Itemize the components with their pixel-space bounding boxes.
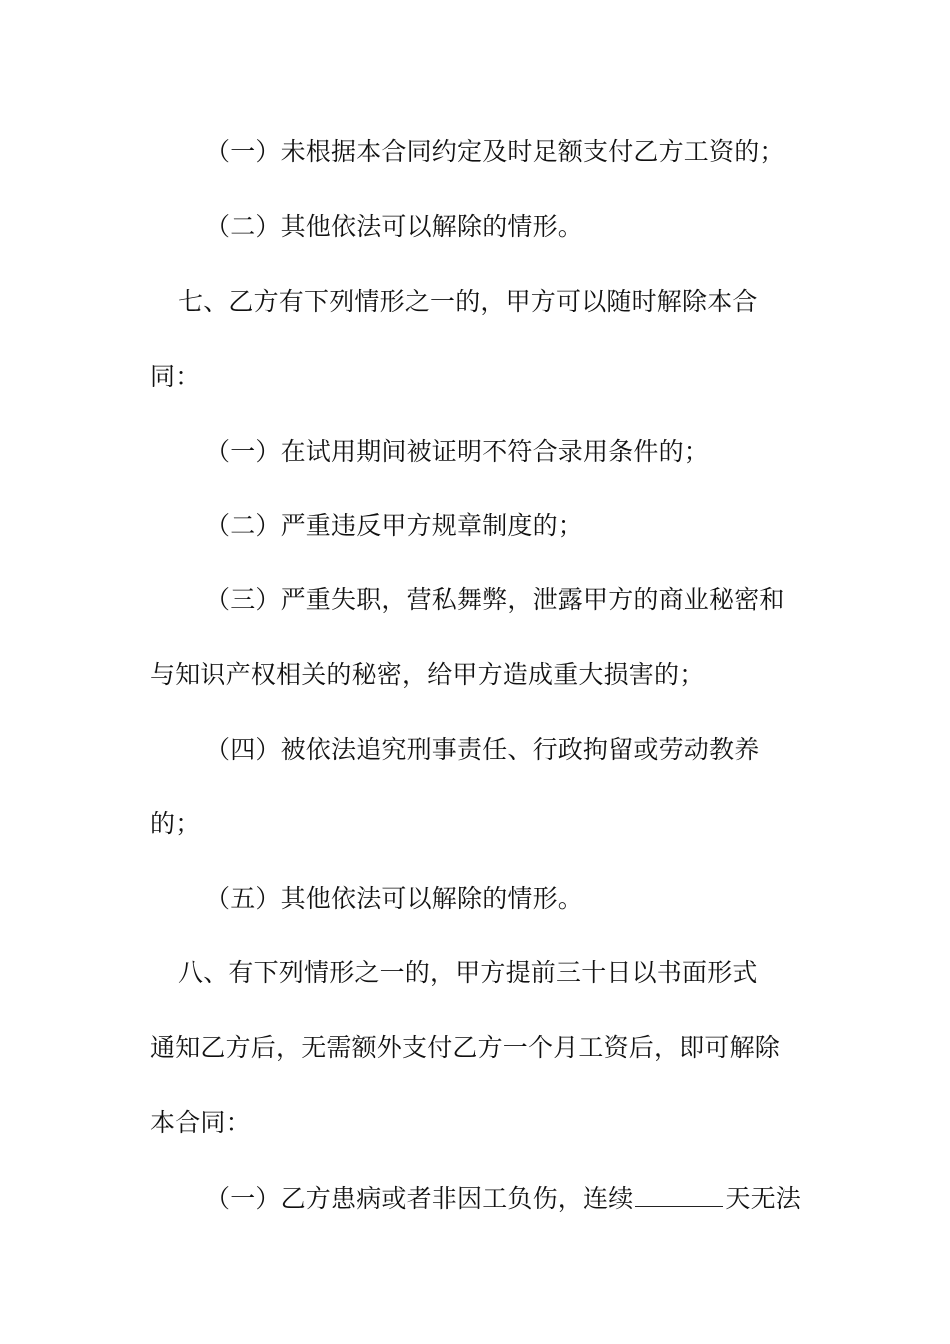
clause-8-item-1-text-after: 天无法 xyxy=(725,1184,802,1213)
clause-8-item-1-text-before: （一）乙方患病或者非因工负伤，连续 xyxy=(205,1184,634,1213)
clause-7-item-5: （五）其他依法可以解除的情形。 xyxy=(205,884,584,913)
clause-7-item-2: （二）严重违反甲方规章制度的； xyxy=(205,511,584,540)
clause-7-item-4-line-1: （四）被依法追究刑事责任、行政拘留或劳动教养 xyxy=(205,735,760,764)
clause-7-heading-line-1: 七、乙方有下列情形之一的，甲方可以随时解除本合 xyxy=(178,287,758,316)
clause-8-item-1-line-1 xyxy=(205,1182,801,1214)
clause-8-heading-line-2: 通知乙方后，无需额外支付乙方一个月工资后，即可解除 xyxy=(150,1033,781,1062)
clause-7-heading-line-2: 同： xyxy=(150,362,201,391)
clause-7-item-3-line-1: （三）严重失职，营私舞弊，泄露甲方的商业秘密和 xyxy=(205,585,785,614)
clause-7-item-4-line-2: 的； xyxy=(150,809,201,838)
clause-8-heading-line-1: 八、有下列情形之一的，甲方提前三十日以书面形式 xyxy=(178,958,758,987)
clause-6-item-2: （二）其他依法可以解除的情形。 xyxy=(205,212,584,241)
fill-in-blank-days[interactable] xyxy=(635,1182,723,1207)
clause-7-item-1: （一）在试用期间被证明不符合录用条件的； xyxy=(205,437,710,466)
clause-8-heading-line-3: 本合同： xyxy=(150,1108,251,1137)
clause-6-item-1: （一）未根据本合同约定及时足额支付乙方工资的； xyxy=(205,137,785,166)
clause-7-item-3-line-2: 与知识产权相关的秘密，给甲方造成重大损害的； xyxy=(150,660,705,689)
